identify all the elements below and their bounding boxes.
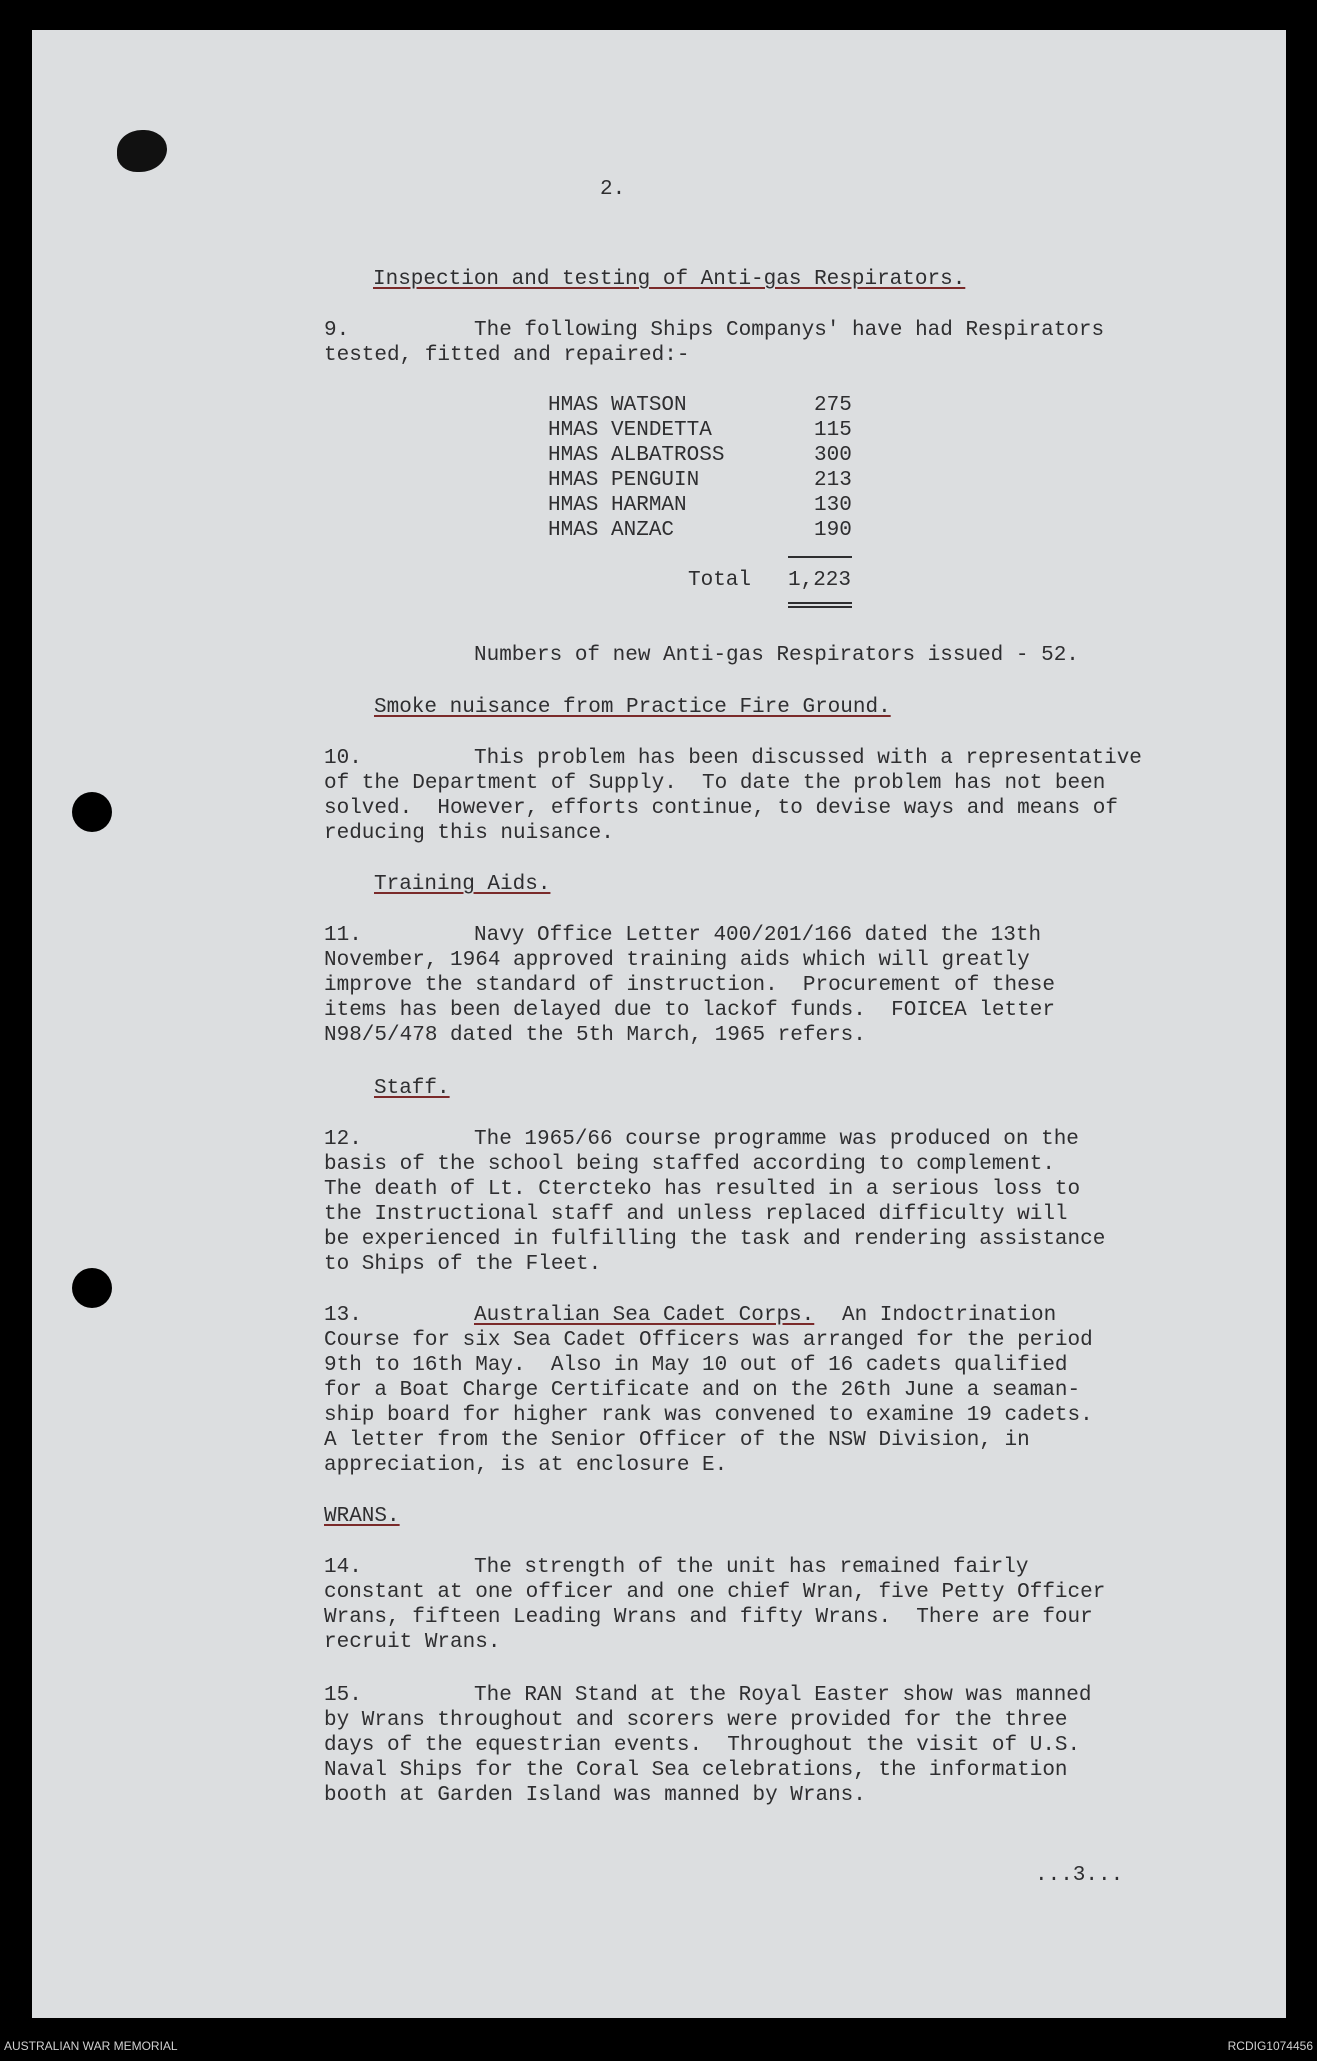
ship-count: 190 [814,519,852,542]
para-12-line: to Ships of the Fleet. [324,1253,602,1276]
para-10-line: solved. However, efforts continue, to devise ways and means of [324,797,1118,820]
para-9-line-2: tested, fitted and repaired:- [324,344,690,367]
heading-respirators: Inspection and testing of Anti-gas Respirators. [373,268,966,291]
para-15-line: by Wrans throughout and scorers were provided for the three [324,1709,1068,1732]
para-10-line: reducing this nuisance. [324,822,614,845]
sum-rule [788,556,852,558]
para-12-line: basis of the school being staffed according to complement. [324,1153,1055,1176]
para-14-line: constant at one officer and one chief Wran, five Petty Officer [324,1581,1106,1604]
para-13-line: appreciation, is at enclosure E. [324,1454,728,1477]
para-14-line: recruit Wrans. [324,1631,501,1654]
page-number: 2. [600,178,626,201]
para-11-line: Navy Office Letter 400/201/166 dated the 13th [474,924,1042,947]
para-number-13: 13. [324,1304,362,1327]
ship-name: HMAS WATSON [548,394,687,417]
ship-name: HMAS VENDETTA [548,419,712,442]
heading-staff: Staff. [374,1077,450,1100]
para-13-line: for a Boat Charge Certificate and on the 26th June a seaman- [324,1379,1081,1402]
para-14-line: Wrans, fifteen Leading Wrans and fifty Wrans. There are four [324,1606,1093,1629]
para-13-line: ship board for higher rank was convened to examine 19 cadets. [324,1404,1093,1427]
respirators-issued-line: Numbers of new Anti-gas Respirators issued - 52. [474,644,1079,667]
para-13-line: A letter from the Senior Officer of the NSW Division, in [324,1429,1030,1452]
para-12-line: be experienced in fulfilling the task and rendering assistance [324,1228,1106,1251]
para-number-11: 11. [324,924,362,947]
para-number-9: 9. [324,319,350,342]
para-11-line: N98/5/478 dated the 5th March, 1965 refers. [324,1024,866,1047]
para-12-line: the Instructional staff and unless replaced difficulty will [324,1203,1068,1226]
total-label: Total [688,569,752,592]
punch-hole-bottom [72,1268,112,1308]
ship-count: 213 [814,469,852,492]
para-14-line: The strength of the unit has remained fairly [474,1556,1029,1579]
heading-smoke: Smoke nuisance from Practice Fire Ground. [374,696,891,719]
para-15-line: booth at Garden Island was manned by Wrans. [324,1784,866,1807]
para-11-line: items has been delayed due to lackof funds. FOICEA letter [324,999,1055,1022]
footer-archive: AUSTRALIAN WAR MEMORIAL [4,2039,178,2053]
ship-name: HMAS PENGUIN [548,469,700,492]
para-15-line: The RAN Stand at the Royal Easter show was manned [474,1684,1092,1707]
ship-count: 115 [814,419,852,442]
para-10-line: This problem has been discussed with a representative [474,747,1142,770]
footer-id: RCDIG1074456 [1227,2039,1313,2053]
para-11-line: November, 1964 approved training aids which will greatly [324,949,1030,972]
para-number-14: 14. [324,1556,362,1579]
ship-name: HMAS ALBATROSS [548,444,725,467]
ship-count: 275 [814,394,852,417]
heading-training: Training Aids. [374,873,551,896]
heading-cadets: Australian Sea Cadet Corps. [474,1304,815,1327]
total-double-rule [788,602,852,608]
para-number-15: 15. [324,1684,362,1707]
ship-name: HMAS HARMAN [548,494,687,517]
para-10-line: of the Department of Supply. To date the problem has not been [324,772,1106,795]
continuation-marker: ...3... [1035,1864,1124,1887]
para-13-line: 9th to 16th May. Also in May 10 out of 16 cadets qualified [324,1354,1068,1377]
para-11-line: improve the standard of instruction. Procurement of these [324,974,1055,997]
para-12-line: The 1965/66 course programme was produced on the [474,1128,1079,1151]
para-number-12: 12. [324,1128,362,1151]
para-15-line: Naval Ships for the Coral Sea celebrations, the information [324,1759,1068,1782]
punch-hole-top [72,792,112,832]
para-12-line: The death of Lt. Ctercteko has resulted in a serious loss to [324,1178,1081,1201]
para-15-line: days of the equestrian events. Throughout the visit of U.S. [324,1734,1081,1757]
ship-count: 130 [814,494,852,517]
para-13-line: Course for six Sea Cadet Officers was arranged for the period [324,1329,1093,1352]
para-13-line: An Indoctrination [842,1304,1057,1327]
ship-count: 300 [814,444,852,467]
para-9-line-1: The following Ships Companys' have had Respirators [474,319,1105,342]
para-number-10: 10. [324,747,362,770]
total-value: 1,223 [788,569,852,592]
heading-wrans: WRANS. [324,1505,400,1528]
ship-name: HMAS ANZAC [548,519,675,542]
